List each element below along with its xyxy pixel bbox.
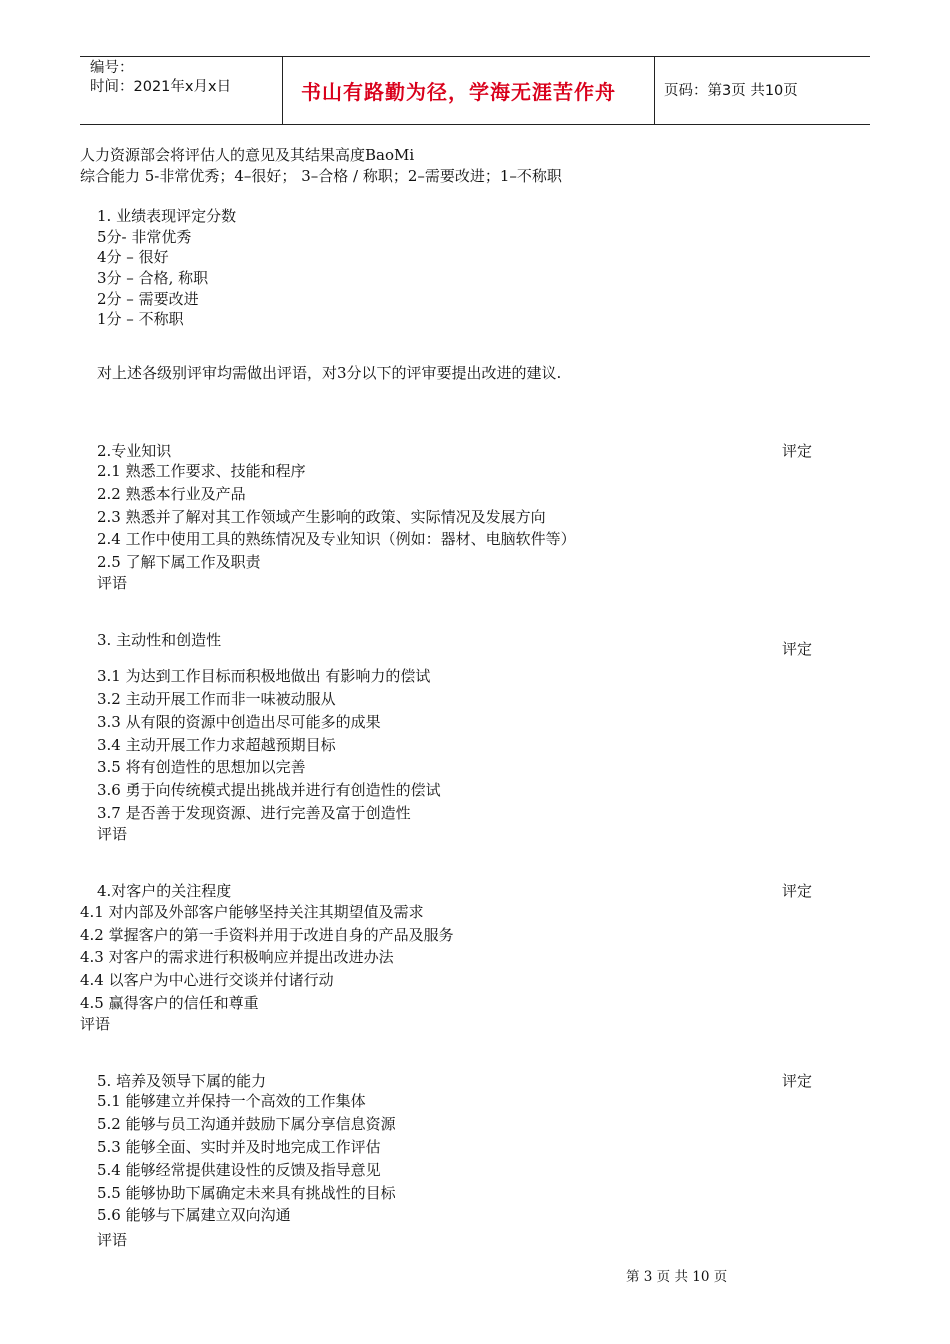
section-item: 4.1 对内部及外部客户能够坚持关注其期望值及需求 <box>80 903 424 921</box>
section-item: 5.6 能够与下属建立双向沟通 <box>97 1206 291 1224</box>
section-item: 5.2 能够与员工沟通并鼓励下属分享信息资源 <box>97 1115 396 1133</box>
header-motto: 书山有路勤为径，学海无涯苦作舟 <box>301 80 616 104</box>
section-item: 2.5 了解下属工作及职责 <box>97 553 261 571</box>
section-item: 4.4 以客户为中心进行交谈并付诸行动 <box>80 971 334 989</box>
score-item: 2分 – 需要改进 <box>97 290 199 308</box>
section-title: 4.对客户的关注程度 <box>97 882 232 900</box>
scores-title: 1. 业绩表现评定分数 <box>97 207 237 225</box>
section-item: 4.2 掌握客户的第一手资料并用于改进自身的产品及服务 <box>80 926 454 944</box>
section-title: 2.专业知识 <box>97 442 172 460</box>
section-item: 5.4 能够经常提供建设性的反馈及指导意见 <box>97 1161 381 1179</box>
header-page-label: 页码：第3页 共10页 <box>664 83 798 99</box>
section-item: 5.5 能够协助下属确定未来具有挑战性的目标 <box>97 1184 396 1202</box>
header-top-rule <box>80 56 870 57</box>
header-time-label: 时间：2021年x月x日 <box>90 79 232 95</box>
section-item: 3.6 勇于向传统模式提出挑战并进行有创造性的偿试 <box>97 781 441 799</box>
section-rating-label: 评定 <box>782 640 813 658</box>
header-divider-left <box>282 56 283 125</box>
header-divider-right <box>654 56 655 125</box>
section-item: 5.1 能够建立并保持一个高效的工作集体 <box>97 1092 366 1110</box>
section-rating-label: 评定 <box>782 882 813 900</box>
footer-page-number: 第 3 页 共 10 页 <box>626 1269 728 1285</box>
section-item: 3.2 主动开展工作而非一味被动服从 <box>97 690 336 708</box>
score-item: 5分- 非常优秀 <box>97 228 192 246</box>
section-comment-label: 评语 <box>97 825 128 843</box>
section-comment-label: 评语 <box>80 1015 111 1033</box>
section-item: 2.2 熟悉本行业及产品 <box>97 485 246 503</box>
score-item: 3分 – 合格, 称职 <box>97 269 209 287</box>
intro-line-2: 综合能力 5-非常优秀；4–很好； 3–合格 / 称职；2–需要改进；1–不称职 <box>80 167 562 185</box>
section-title: 5. 培养及领导下属的能力 <box>97 1072 267 1090</box>
section-comment-label: 评语 <box>97 574 128 592</box>
section-item: 4.3 对客户的需求进行积极响应并提出改进办法 <box>80 948 394 966</box>
section-rating-label: 评定 <box>782 442 813 460</box>
section-title: 3. 主动性和创造性 <box>97 631 222 649</box>
score-item: 4分 – 很好 <box>97 248 169 266</box>
section-item: 2.3 熟悉并了解对其工作领域产生影响的政策、实际情况及发展方向 <box>97 508 546 526</box>
section-item: 3.1 为达到工作目标而积极地做出 有影响力的偿试 <box>97 667 431 685</box>
section-item: 2.1 熟悉工作要求、技能和程序 <box>97 462 306 480</box>
header-number-label: 编号： <box>90 60 134 76</box>
section-comment-label: 评语 <box>97 1231 128 1249</box>
scores-note: 对上述各级别评审均需做出评语，对3分以下的评审要提出改进的建议. <box>97 364 562 382</box>
section-item: 5.3 能够全面、实时并及时地完成工作评估 <box>97 1138 381 1156</box>
header-bottom-rule <box>80 124 870 125</box>
section-item: 3.7 是否善于发现资源、进行完善及富于创造性 <box>97 804 411 822</box>
section-item: 4.5 赢得客户的信任和尊重 <box>80 994 259 1012</box>
section-item: 3.3 从有限的资源中创造出尽可能多的成果 <box>97 713 381 731</box>
intro-line-1: 人力资源部会将评估人的意见及其结果高度BaoMi <box>80 146 415 164</box>
score-item: 1分 – 不称职 <box>97 310 184 328</box>
section-item: 3.5 将有创造性的思想加以完善 <box>97 758 306 776</box>
section-item: 2.4 工作中使用工具的熟练情况及专业知识（例如：器材、电脑软件等） <box>97 530 576 548</box>
section-item: 3.4 主动开展工作力求超越预期目标 <box>97 736 336 754</box>
section-rating-label: 评定 <box>782 1072 813 1090</box>
